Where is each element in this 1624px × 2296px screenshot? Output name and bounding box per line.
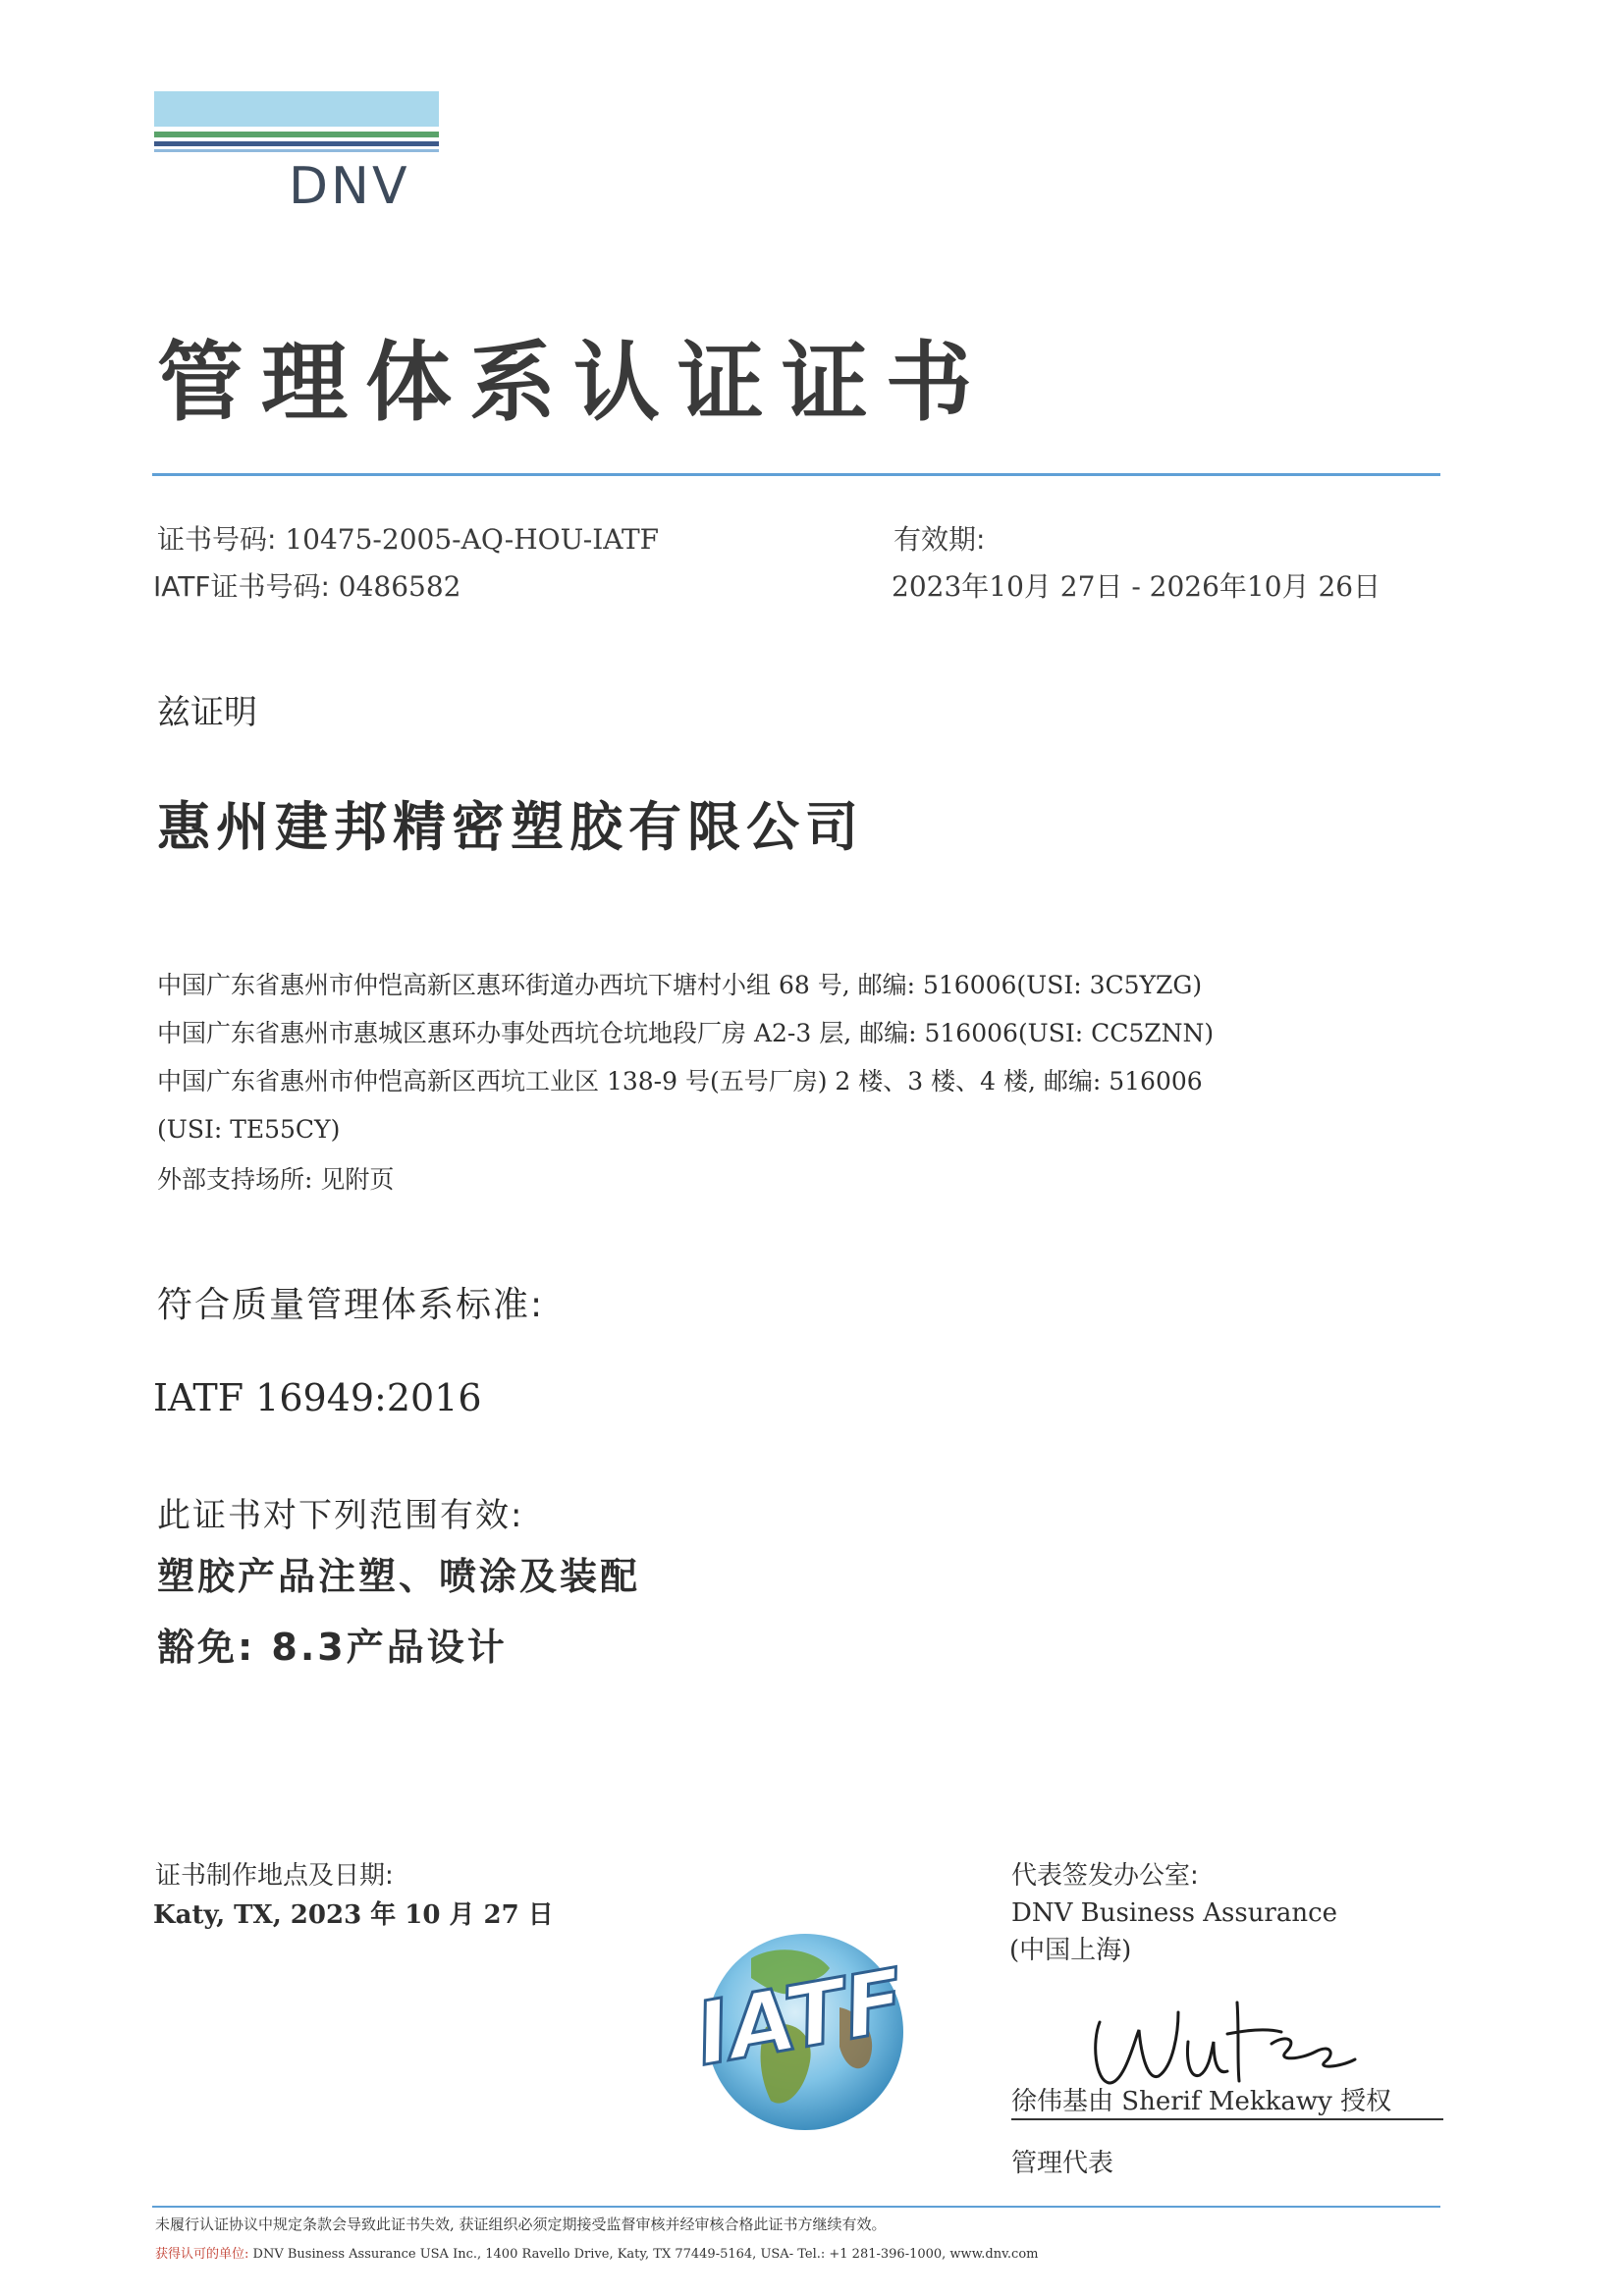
office-location: (中国上海) <box>1009 1936 1132 1965</box>
validity-label: 有效期: <box>893 523 986 556</box>
company-name: 惠州建邦精密塑胶有限公司 <box>157 796 864 858</box>
certificate-number <box>157 520 659 560</box>
signatory-name: 徐伟基由 Sherif Mekkawy 授权 <box>1011 2087 1392 2116</box>
title-divider <box>152 473 1440 476</box>
address-line: (USI: TE55CY) <box>157 1115 341 1144</box>
validity-value: 2023年10月 27日 - 2026年10月 26日 <box>892 570 1381 603</box>
issue-place-date-value: Katy, TX, 2023 年 10 月 27 日 <box>153 1900 554 1930</box>
logo-green-line <box>154 132 439 137</box>
footer-accredited-unit <box>155 2245 1038 2265</box>
footer-divider <box>152 2206 1440 2208</box>
address-line: 中国广东省惠州市惠城区惠环办事处西坑仓坑地段厂房 A2-3 层, 邮编: 516006(USI: CC5ZNN) <box>157 1019 1215 1047</box>
certificate-number-value: 10475-2005-AQ-HOU-IATF <box>285 523 660 556</box>
logo-text: DNV <box>289 157 410 216</box>
logo-light-bar <box>154 91 439 127</box>
iatf-globe-logo <box>658 1899 933 2145</box>
scope-heading: 此证书对下列范围有效: <box>157 1496 524 1535</box>
signatory-role: 管理代表 <box>1011 2149 1114 2178</box>
footer-accredited-label: 获得认可的单位: <box>155 2247 249 2262</box>
intro-text: 兹证明 <box>157 693 257 732</box>
iatf-number-value: 0486582 <box>338 570 461 603</box>
iatf-number <box>153 567 461 607</box>
exclusion-line: 豁免: 8.3产品设计 <box>157 1626 508 1669</box>
logo-navy-line <box>154 141 439 146</box>
address-line: 中国广东省惠州市仲恺高新区惠环街道办西坑下塘村小组 68 号, 邮编: 516006(USI: 3C5YZG) <box>157 971 1203 999</box>
footer-validity-note: 未履行认证协议中规定条款会导致此证书失效, 获证组织必须定期接受监督审核并经审核合格此证书方继续有效。 <box>155 2216 887 2233</box>
office-name: DNV Business Assurance <box>1011 1898 1338 1928</box>
signature-image <box>1080 1973 1375 2101</box>
footer-accredited-text: DNV Business Assurance USA Inc., 1400 Ravello Drive, Katy, TX 77449-5164, USA- Tel.: +1 281-396-1000, www.dnv.com <box>252 2247 1039 2262</box>
standard-name: IATF 16949:2016 <box>153 1376 482 1419</box>
office-label: 代表签发办公室: <box>1011 1861 1199 1891</box>
iatf-logo-text: IATF <box>688 1949 912 2086</box>
iatf-number-label: IATF证书号码: <box>153 570 330 603</box>
address-line: 中国广东省惠州市仲恺高新区西坑工业区 138-9 号(五号厂房) 2 楼、3 楼、4 楼, 邮编: 516006 <box>157 1067 1203 1095</box>
certificate-number-label: 证书号码: <box>157 523 277 556</box>
certificate-title: 管理体系认证证书 <box>157 332 991 433</box>
scope-line: 塑胶产品注塑、喷涂及装配 <box>157 1555 641 1598</box>
external-sites-note: 外部支持场所: 见附页 <box>157 1165 395 1194</box>
issue-place-date-label: 证书制作地点及日期: <box>155 1861 394 1891</box>
logo-blue-line <box>154 149 439 152</box>
conformity-heading: 符合质量管理体系标准: <box>157 1285 545 1325</box>
